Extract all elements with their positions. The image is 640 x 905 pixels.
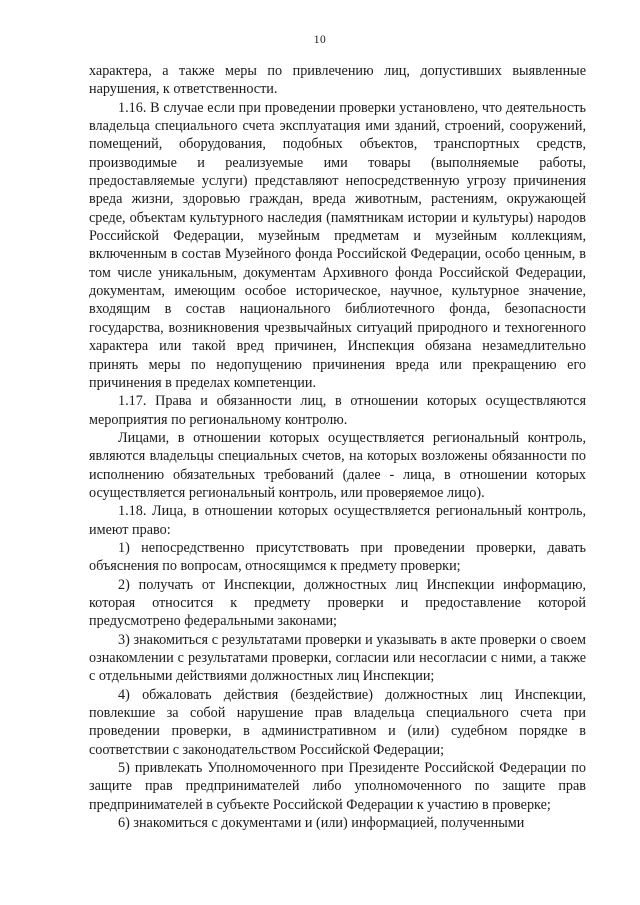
list-item-2: 2) получать от Инспекции, должностных лиц Инспекции информацию, которая относится к предмету проверки и предоставление которой предусмотрено федеральными законами; bbox=[89, 576, 586, 630]
paragraph-1-18: 1.18. Лица, в отношении которых осуществляется региональный контроль, имеют право: bbox=[89, 503, 586, 538]
list-item-5: 5) привлекать Уполномоченного при Президенте Российской Федерации по защите прав предпринимателей либо уполномоченного по защите прав предпринимателей в субъекте Российской Федерации к участию в проверке; bbox=[89, 760, 586, 813]
paragraph-continuation: характера, а также меры по привлечению лиц, допустивших выявленные нарушения, к ответственности. bbox=[89, 63, 586, 98]
paragraph-1-17: 1.17. Права и обязанности лиц, в отношении которых осуществляются мероприятия по региональному контролю. bbox=[89, 393, 586, 428]
list-item-3: 3) знакомиться с результатами проверки и указывать в акте проверки о своем ознакомлении с результатами проверки, согласии или несогласии с ними, а также с отдельными действиями должностных лиц Инспекции; bbox=[89, 631, 586, 685]
page-number: 10 bbox=[313, 34, 327, 46]
document-body bbox=[89, 62, 586, 832]
list-item-6: 6) знакомиться с документами и (или) информацией, полученными bbox=[118, 815, 525, 832]
paragraph-1-16: 1.16. В случае если при проведении проверки установлено, что деятельность владельца специального счета эксплуатация ими зданий, строений, сооружений, помещений, оборудования, подобных объектов, транспортных средств, производимые и реализуемые ими товары (выполняемые работы, предоставляемые услуги) представляют непосредственную угрозу причинения вреда жизни, здоровью граждан, вреда животным, растениям, окружающей среде, объектам культурного наследия (памятникам истории и культуры) народов Российской Федерации, музейным предметам и музейным коллекциям, включенным в состав Музейного фонда Российской Федерации, особо ценным, в том числе уникальным, документам Архивного фонда Российской Федерации, документам, имеющим особое историческое, научное, культурное значение, входящим в состав национального библиотечного фонда, безопасности государства, возникновения чрезвычайных ситуаций природного и техногенного характера или такой вред причинен, Инспекция обязана незамедлительно принять меры по недопущению причинения вреда или прекращению его причинения в пределах компетенции. bbox=[89, 99, 586, 391]
paragraph-controlled-persons: Лицами, в отношении которых осуществляется региональный контроль, являются владельцы специальных счетов, на которых возложены обязанности по исполнению обязательных требований (далее - лица, в отношении которых осуществляется региональный контроль, или проверяемое лицо). bbox=[89, 429, 586, 501]
list-item-4: 4) обжаловать действия (бездействие) должностных лиц Инспекции, повлекшие за собой нарушение прав владельца специального счета при проведении проверки, в административном и (или) судебном порядке в соответствии с законодательством Российской Федерации; bbox=[89, 686, 586, 758]
list-item-1: 1) непосредственно присутствовать при проведении проверки, давать объяснения по вопросам, относящимся к предмету проверки; bbox=[89, 539, 586, 575]
